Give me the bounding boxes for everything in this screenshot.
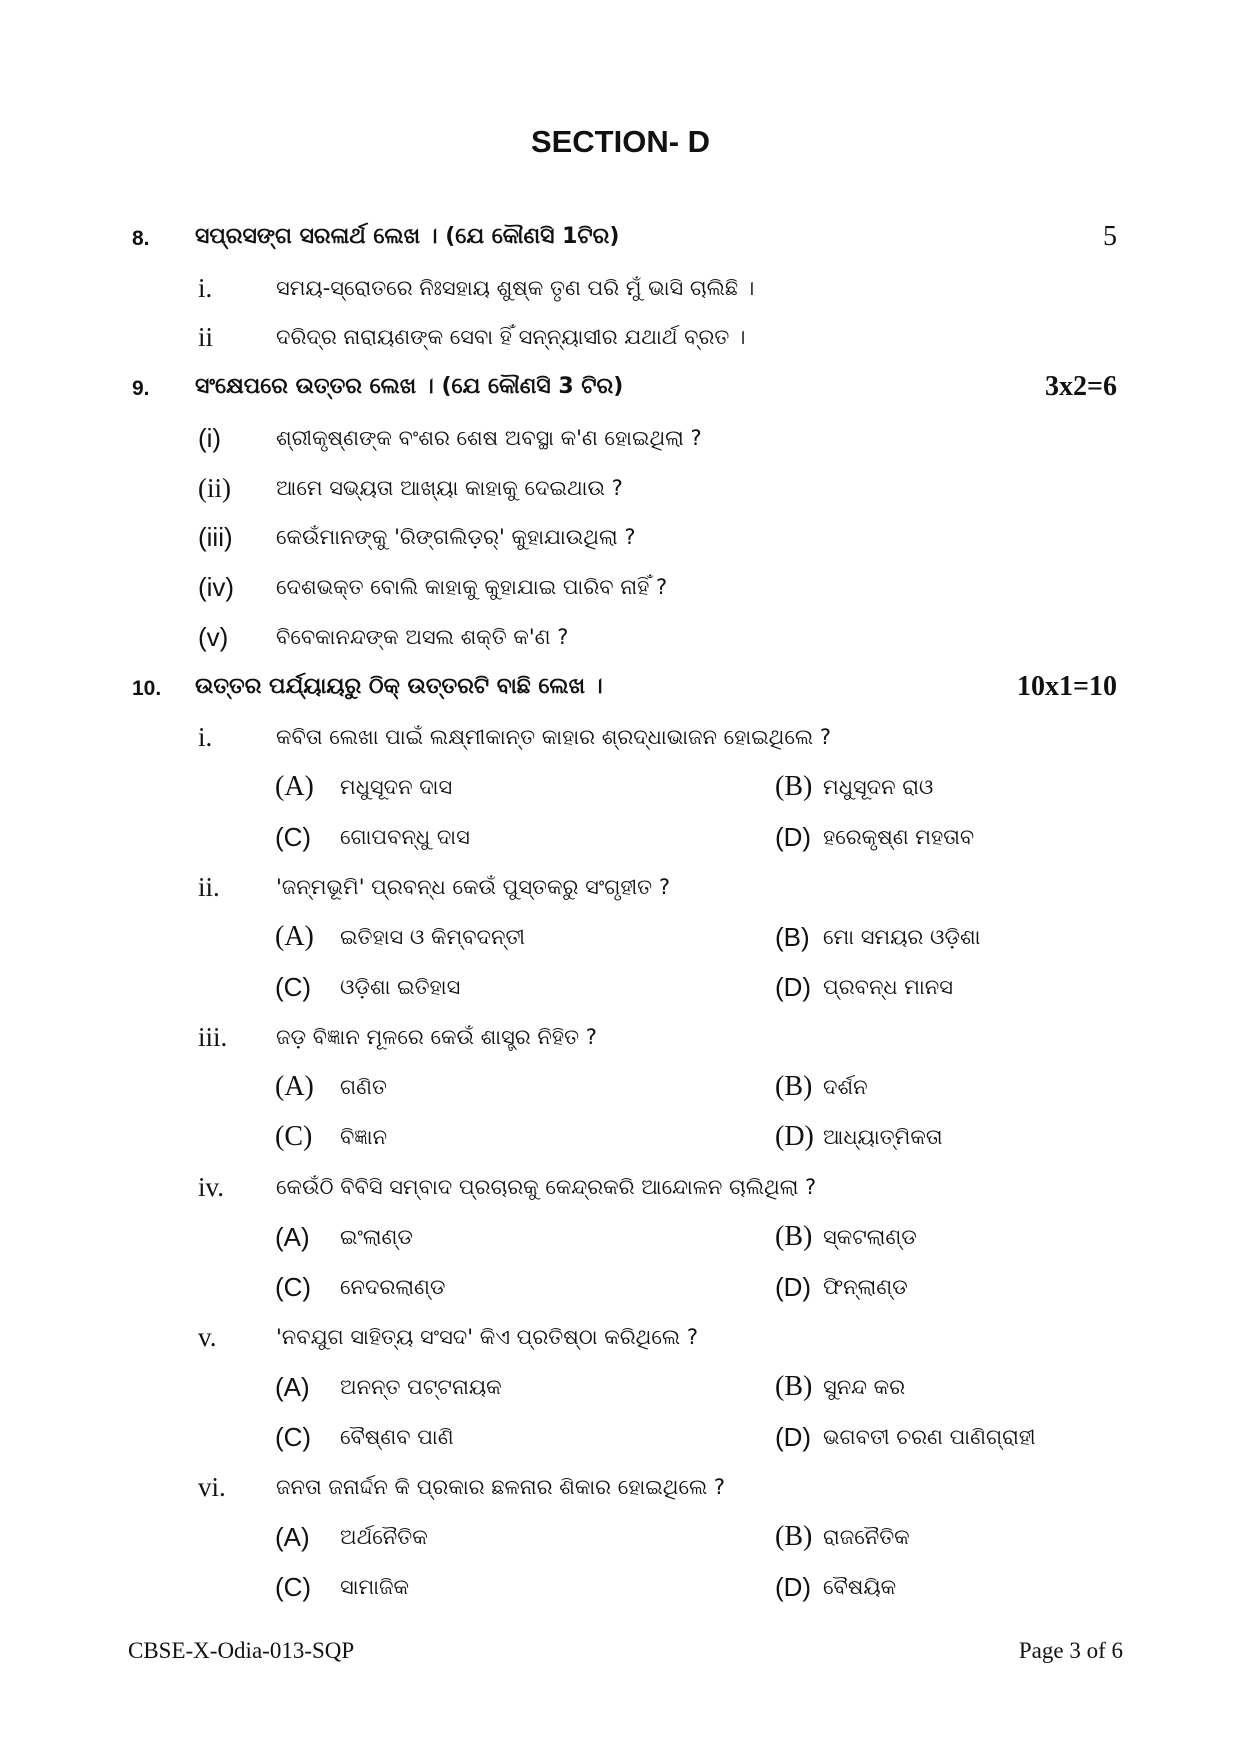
- option-d-text: ବୈଷୟିକ: [823, 1575, 897, 1599]
- sub-question-text: ଜନତା ଜନାର୍ଦ୍ଦନ କି ପ୍ରକାର ଛଳନାର ଶିକାର ହୋଇଥିଲେ ?: [276, 1475, 726, 1499]
- sub-question-number: i.: [198, 273, 213, 303]
- sub-question-text: କେଉଁମାନଙ୍କୁ 'ରିଙ୍ଗଲିଡ଼ର୍' କୁହାଯାଉଥିଲା ?: [276, 525, 636, 549]
- option-d-text: ଆଧ୍ୟାତ୍ମିକତା: [823, 1125, 943, 1149]
- sub-question-text: କେଉଁଠି ବିବିସି ସମ୍ବାଦ ପ୍ରଚାରକୁ କେନ୍ଦ୍ରକରି ଆନ୍ଦୋଳନ ଚାଲିଥିଲା ?: [276, 1175, 817, 1199]
- option-a-label: (A): [275, 1522, 310, 1552]
- option-d-label: (D): [775, 972, 812, 1002]
- question-number: 10.: [132, 677, 162, 700]
- option-a-text: ଇତିହାସ ଓ କିମ୍ବଦନ୍ତୀ: [340, 925, 526, 949]
- option-b-text: ଦର୍ଶନ: [823, 1075, 868, 1099]
- option-a-label: (A): [275, 1071, 314, 1102]
- option-b-text: ମଧୁସୂଦନ ରାଓ: [823, 775, 934, 799]
- option-d-label: (D): [775, 1572, 812, 1602]
- option-b-text: ରାଜନୈତିକ: [823, 1525, 910, 1549]
- option-b-label: (B): [775, 1071, 813, 1102]
- question-text: ଉତ୍ତର ପର୍ଯ୍ୟାୟରୁ ଠିକ୍ ଉତ୍ତରଟି ବାଛି ଲେଖ ।: [195, 674, 603, 699]
- option-b-label: (B): [775, 922, 810, 952]
- option-a-label: (A): [275, 921, 314, 952]
- section-title: SECTION- D: [530, 124, 711, 159]
- option-b-label: (B): [775, 1371, 813, 1402]
- option-d-label: (D): [775, 1422, 812, 1452]
- sub-question-number: (iii): [198, 522, 233, 552]
- sub-question-number: (v): [198, 622, 229, 652]
- sub-question-number: i.: [198, 722, 213, 752]
- question-marks: 5: [1103, 221, 1117, 252]
- sub-question-text: 'ଜନ୍ମଭୂମି' ପ୍ରବନ୍ଧ କେଉଁ ପୁସ୍ତକରୁ ସଂଗୃହୀତ ?: [276, 875, 670, 899]
- option-d-text: ପ୍ରବନ୍ଧ ମାନସ: [823, 975, 953, 999]
- option-c-text: ବୈଷ୍ଣବ ପାଣି: [340, 1425, 454, 1449]
- sub-question-number: iv.: [198, 1172, 224, 1202]
- sub-question-text: ବିବେକାନନ୍ଦଙ୍କ ଅସଲ ଶକ୍ତି କ'ଣ ?: [276, 625, 569, 649]
- question-marks: 3x2=6: [1045, 371, 1117, 402]
- question-text: ସଂକ୍ଷେପରେ ଉତ୍ତର ଲେଖ । (ଯେ କୌଣସି 3 ଟିର): [195, 374, 624, 399]
- option-a-label: (A): [275, 1222, 310, 1252]
- option-c-text: ବିଜ୍ଞାନ: [340, 1125, 388, 1149]
- sub-question-number: (i): [198, 423, 222, 453]
- option-a-text: ଅର୍ଥନୈତିକ: [340, 1525, 428, 1549]
- sub-question-number: ii: [198, 322, 214, 352]
- question-text: ସପ୍ରସଙ୍ଗ ସରଳାର୍ଥ ଲେଖ । (ଯେ କୌଣସି 1ଟିର): [195, 224, 620, 249]
- sub-question-number: (iv): [198, 572, 235, 602]
- sub-question-text: ଦେଶଭକ୍ତ ବୋଲି କାହାକୁ କୁହାଯାଇ ପାରିବ ନାହିଁ ?: [276, 575, 668, 599]
- option-a-text: ଗଣିତ: [340, 1075, 387, 1099]
- option-a-text: ଅନନ୍ତ ପଟ୍ଟନାୟକ: [340, 1375, 502, 1399]
- sub-question-text: ଦରିଦ୍ର ନାରାୟଣଙ୍କ ସେବା ହିଁ ସନ୍ନ୍ୟାସୀର ଯଥାର୍ଥ ବ୍ରତ ।: [276, 325, 746, 349]
- option-c-label: (C): [275, 1422, 312, 1452]
- option-c-text: ଗୋପବନ୍ଧୁ ଦାସ: [340, 825, 470, 849]
- option-c-text: ନେଦରଲାଣ୍ଡ: [340, 1275, 446, 1299]
- option-d-text: ଭଗବତୀ ଚରଣ ପାଣିଗ୍ରାହୀ: [823, 1425, 1036, 1449]
- option-d-text: ହରେକୃଷ୍ଣ ମହତାବ: [823, 825, 975, 849]
- option-d-text: ଫିନ୍‌ଲାଣ୍ଡ: [823, 1275, 908, 1299]
- sub-question-number: vi.: [198, 1472, 226, 1502]
- question-number: 9.: [132, 377, 150, 400]
- sub-question-number: v.: [198, 1322, 217, 1352]
- option-d-label: (D): [775, 1272, 812, 1302]
- option-c-label: (C): [275, 972, 312, 1002]
- sub-question-text: ସମୟ-ସ୍ରୋତରେ ନିଃସହାୟ ଶୁଷ୍କ ତୃଣ ପରି ମୁଁ ଭାସି ଚାଲିଛି ।: [276, 276, 755, 300]
- option-d-label: (D): [775, 1121, 814, 1152]
- option-b-label: (B): [775, 1521, 813, 1552]
- option-d-label: (D): [775, 822, 812, 852]
- option-a-text: ଇଂଲାଣ୍ଡ: [340, 1225, 413, 1249]
- option-c-label: (C): [275, 822, 312, 852]
- option-c-text: ସାମାଜିକ: [340, 1575, 410, 1599]
- question-marks: 10x1=10: [1017, 671, 1117, 702]
- sub-question-text: 'ନବଯୁଗ ସାହିତ୍ୟ ସଂସଦ' କିଏ ପ୍ରତିଷ୍ଠା କରିଥିଲେ ?: [276, 1325, 698, 1349]
- sub-question-number: iii.: [198, 1022, 228, 1052]
- option-c-label: (C): [275, 1272, 312, 1302]
- footer-paper-code: CBSE-X-Odia-013-SQP: [128, 1638, 355, 1663]
- option-b-text: ମୋ ସମୟର ଓଡ଼ିଶା: [823, 925, 981, 949]
- option-b-label: (B): [775, 1221, 813, 1252]
- sub-question-number: ii.: [198, 872, 220, 902]
- option-b-text: ସ୍କଟଲାଣ୍ଡ: [823, 1225, 917, 1249]
- sub-question-text: କବିତା ଲେଖା ପାଇଁ ଲକ୍ଷ୍ମୀକାନ୍ତ କାହାର ଶ୍ରଦ୍ଧାଭାଜନ ହୋଇଥିଲେ ?: [276, 725, 832, 749]
- sub-question-text: ଆମେ ସଭ୍ୟତା ଆଖ୍ୟା କାହାକୁ ଦେଇଥାଉ ?: [276, 476, 623, 500]
- sub-question-number: (ii): [198, 473, 231, 503]
- footer-page-number: Page 3 of 6: [1018, 1638, 1123, 1663]
- sub-question-text: ଜଡ଼ ବିଜ୍ଞାନ ମୂଳରେ କେଉଁ ଶାସ୍ତ୍ର ନିହିତ ?: [276, 1025, 597, 1049]
- question-number: 8.: [132, 227, 150, 250]
- option-b-label: (B): [775, 771, 813, 802]
- option-a-text: ମଧୁସୂଦନ ଦାସ: [340, 775, 453, 799]
- option-a-label: (A): [275, 1372, 310, 1402]
- option-c-label: (C): [275, 1572, 312, 1602]
- sub-question-text: ଶ୍ରୀକୃଷ୍ଣଙ୍କ ବଂଶର ଶେଷ ଅବସ୍ଥା କ'ଣ ହୋଇଥିଲା ?: [276, 426, 702, 450]
- option-c-text: ଓଡ଼ିଶା ଇତିହାସ: [340, 975, 461, 999]
- option-b-text: ସୁନନ୍ଦ କର: [823, 1375, 906, 1399]
- option-c-label: (C): [275, 1121, 313, 1152]
- option-a-label: (A): [275, 771, 314, 802]
